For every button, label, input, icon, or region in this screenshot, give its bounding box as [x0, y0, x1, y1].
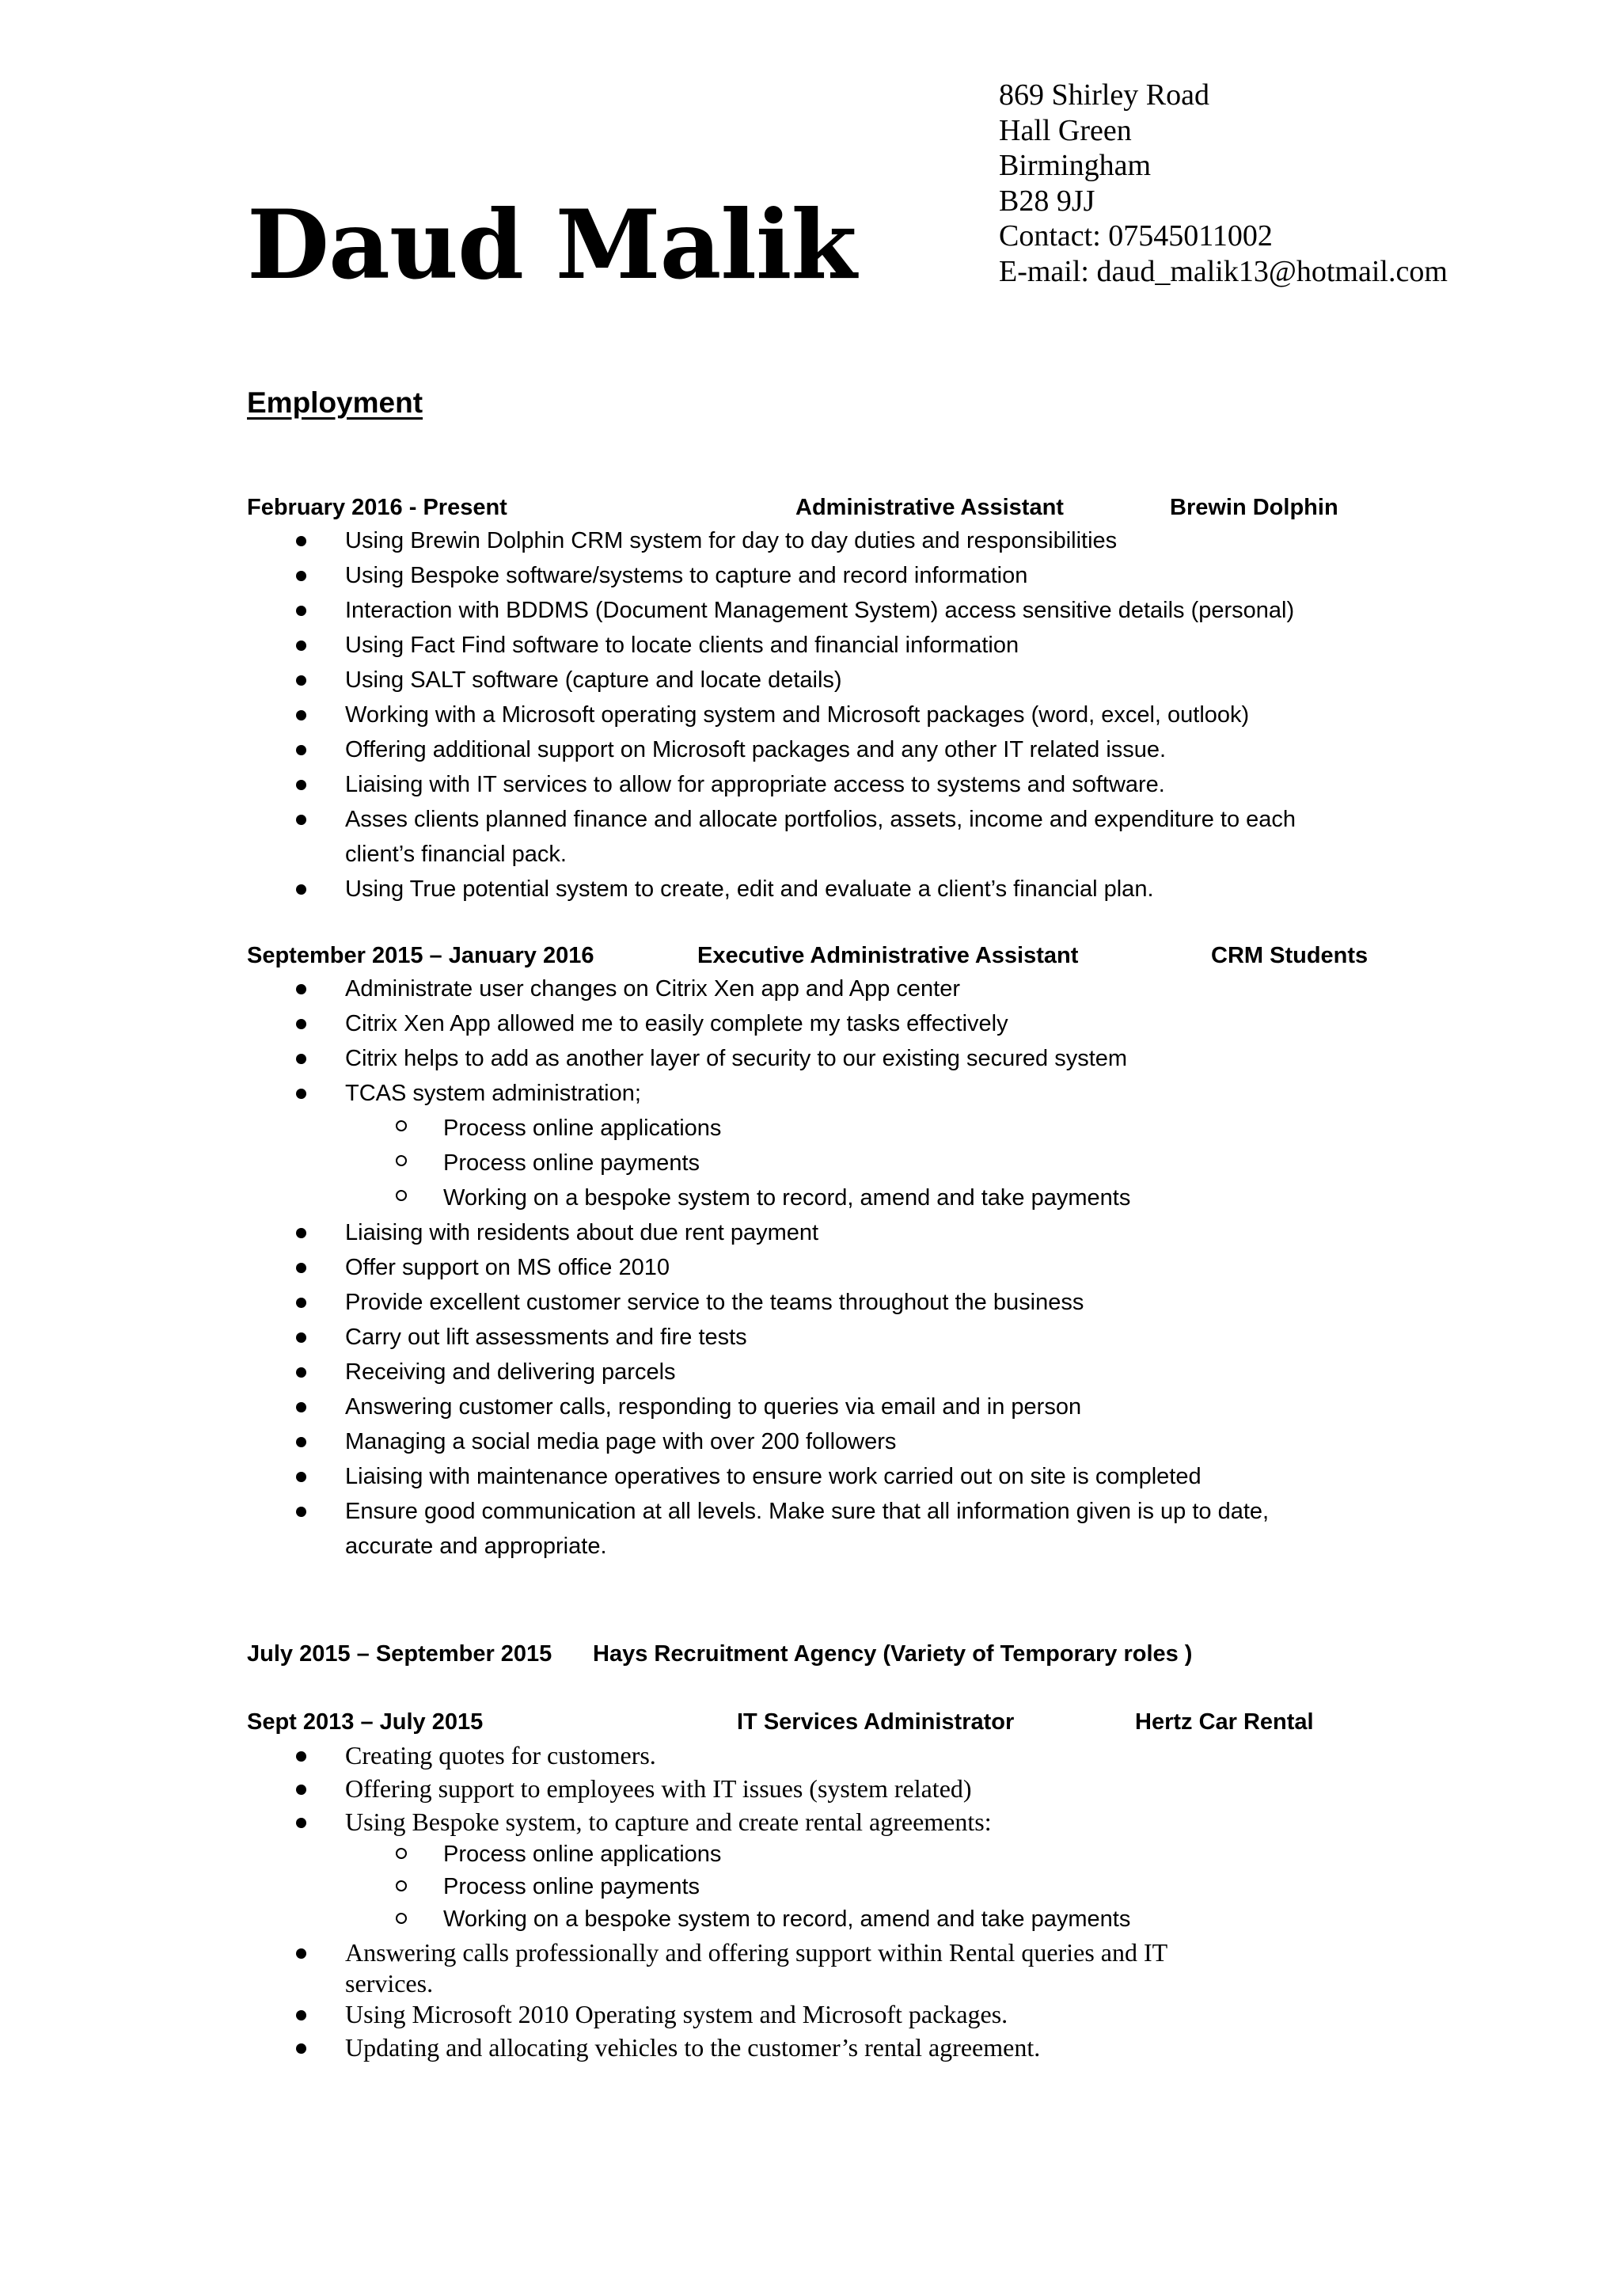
list-item: Interaction with BDDMS (Document Management System) access sensitive details (personal): [0, 593, 1621, 628]
circle-bullet-icon: [396, 1848, 407, 1859]
bullet-icon: [296, 2043, 306, 2054]
bullet-icon: [296, 780, 306, 790]
list-item: Offer support on MS office 2010: [0, 1250, 1621, 1285]
address-line: B28 9JJ: [999, 184, 1095, 218]
list-item: Using Bespoke system, to capture and create rental agreements:: [0, 1805, 1621, 1838]
bullet-icon: [296, 745, 306, 755]
list-item: Using Microsoft 2010 Operating system and Microsoft packages.: [0, 1998, 1621, 2031]
list-item: Liaising with maintenance operatives to ensure work carried out on site is completed: [0, 1459, 1621, 1494]
bullet-icon: [296, 641, 306, 651]
list-item: Using Fact Find software to locate clients and financial information: [0, 628, 1621, 663]
bullet-icon: [296, 1054, 306, 1064]
job-duties-list: [0, 1739, 1621, 2064]
bullet-icon: [296, 1019, 306, 1029]
list-item: TCAS system administration;: [0, 1076, 1621, 1111]
list-item: Using Bespoke software/systems to capture and record information: [0, 558, 1621, 593]
contact-block: [999, 78, 1448, 289]
circle-bullet-icon: [396, 1880, 407, 1891]
bullet-icon: [296, 1948, 306, 1959]
circle-bullet-icon: [396, 1913, 407, 1924]
bullet-icon: [296, 675, 306, 686]
job-dates: February 2016 - Present: [247, 495, 507, 520]
job-header: [247, 943, 1482, 975]
list-item-continuation: accurate and appropriate.: [345, 1534, 607, 1559]
job-dates: Sept 2013 – July 2015: [247, 1709, 484, 1735]
list-item: Working with a Microsoft operating system and Microsoft packages (word, excel, outlook): [0, 698, 1621, 732]
list-item: Answering customer calls, responding to queries via email and in person: [0, 1389, 1621, 1424]
sub-list-item: Working on a bespoke system to record, amend and take payments: [0, 1180, 1621, 1215]
list-item: Receiving and delivering parcels: [0, 1355, 1621, 1389]
list-item: Provide excellent customer service to the teams throughout the business: [0, 1285, 1621, 1320]
bullet-icon: [296, 815, 306, 825]
job-header: [247, 1709, 1482, 1741]
job-dates: July 2015 – September 2015: [247, 1641, 552, 1667]
bullet-icon: [296, 984, 306, 994]
bullet-icon: [296, 1818, 306, 1828]
list-item: Answering calls professionally and offering support within Rental queries and IT: [0, 1936, 1621, 1969]
candidate-name: Daud Malik: [247, 189, 856, 301]
sub-list-item: Process online payments: [0, 1871, 1621, 1903]
job-duties-list: [0, 971, 1621, 1564]
circle-bullet-icon: [396, 1155, 407, 1166]
bullet-icon: [296, 1402, 306, 1412]
circle-bullet-icon: [396, 1190, 407, 1201]
job-company: Hertz Car Rental: [1135, 1709, 1314, 1735]
bullet-icon: [296, 1437, 306, 1447]
list-item: Using Brewin Dolphin CRM system for day to day duties and responsibilities: [0, 523, 1621, 558]
list-item: Offering additional support on Microsoft packages and any other IT related issue.: [0, 732, 1621, 767]
list-item: Citrix helps to add as another layer of security to our existing secured system: [0, 1041, 1621, 1076]
list-item: Liaising with residents about due rent payment: [0, 1215, 1621, 1250]
list-item: Offering support to employees with IT issues (system related): [0, 1772, 1621, 1805]
email-line: E-mail: daud_malik13@hotmail.com: [999, 254, 1448, 288]
job-title: Administrative Assistant: [795, 495, 1064, 520]
phone-line: Contact: 07545011002: [999, 219, 1273, 253]
list-item: Managing a social media page with over 200 followers: [0, 1424, 1621, 1459]
list-item: Creating quotes for customers.: [0, 1739, 1621, 1772]
list-item: Using True potential system to create, edit and evaluate a client’s financial plan.: [0, 872, 1621, 907]
bullet-icon: [296, 2010, 306, 2020]
list-item: Citrix Xen App allowed me to easily complete my tasks effectively: [0, 1006, 1621, 1041]
bullet-icon: [296, 1228, 306, 1238]
list-item: Updating and allocating vehicles to the customer’s rental agreement.: [0, 2031, 1621, 2064]
job-company: Brewin Dolphin: [1170, 495, 1338, 520]
bullet-icon: [296, 1751, 306, 1762]
list-item: Liaising with IT services to allow for appropriate access to systems and software.: [0, 767, 1621, 802]
address-line: Hall Green: [999, 113, 1132, 147]
job-title: IT Services Administrator: [737, 1709, 1015, 1735]
section-title-employment: Employment: [247, 386, 423, 419]
address-line: Birmingham: [999, 149, 1152, 182]
sub-list-item: Process online applications: [0, 1838, 1621, 1871]
list-item-continuation: services.: [345, 1969, 434, 1998]
list-item: Using SALT software (capture and locate details): [0, 663, 1621, 698]
circle-bullet-icon: [396, 1120, 407, 1131]
sub-list-item: Process online payments: [0, 1146, 1621, 1180]
bullet-icon: [296, 1785, 306, 1795]
bullet-icon: [296, 1089, 306, 1099]
job-header: [247, 495, 1482, 526]
bullet-icon: [296, 1507, 306, 1517]
list-item: Carry out lift assessments and fire tests: [0, 1320, 1621, 1355]
job-title: Executive Administrative Assistant: [697, 943, 1079, 968]
list-item: Asses clients planned finance and allocate portfolios, assets, income and expenditure to each: [0, 802, 1621, 837]
list-item: Ensure good communication at all levels. Make sure that all information given is up to date,: [0, 1494, 1621, 1529]
job-header: [247, 1641, 1482, 1673]
list-item: Administrate user changes on Citrix Xen app and App center: [0, 971, 1621, 1006]
address-line: 869 Shirley Road: [999, 78, 1209, 112]
bullet-icon: [296, 884, 306, 895]
job-company: CRM Students: [1211, 943, 1369, 968]
bullet-icon: [296, 1472, 306, 1482]
job-duties-list: [0, 523, 1621, 907]
bullet-icon: [296, 536, 306, 546]
bullet-icon: [296, 1332, 306, 1343]
sub-list-item: Working on a bespoke system to record, amend and take payments: [0, 1903, 1621, 1936]
bullet-icon: [296, 571, 306, 581]
bullet-icon: [296, 1263, 306, 1273]
bullet-icon: [296, 606, 306, 616]
sub-list-item: Process online applications: [0, 1111, 1621, 1146]
bullet-icon: [296, 710, 306, 720]
list-item-continuation: client’s financial pack.: [345, 842, 567, 867]
job-title: Hays Recruitment Agency (Variety of Temporary roles ): [593, 1641, 1193, 1667]
bullet-icon: [296, 1298, 306, 1308]
bullet-icon: [296, 1367, 306, 1378]
job-dates: September 2015 – January 2016: [247, 943, 594, 968]
